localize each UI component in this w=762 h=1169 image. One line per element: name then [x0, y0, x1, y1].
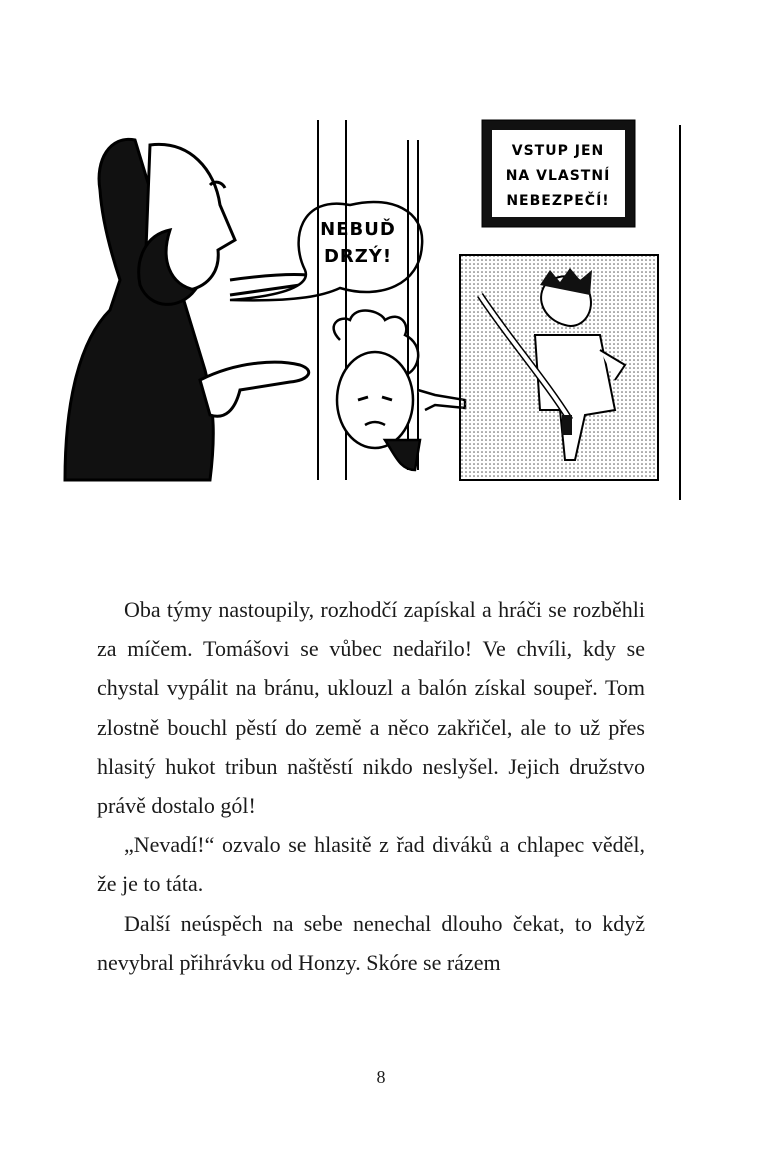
door-sign-line-1: VSTUP JEN [511, 143, 605, 159]
speech-bubble-line-1: NEBUĎ [320, 219, 396, 240]
body-text [97, 590, 645, 982]
speech-bubble-line-2: DRZÝ! [323, 246, 393, 267]
paragraph-1: Oba týmy nastoupily, rozhodčí zapískal a hráči se rozběhli za míčem. Tomášovi se vůbec nedařilo! Ve chvíli, kdy se chystal vypálit na bránu, uklouzl a balón získal soupeř. Tom zlostně bouchl pěstí do země a něco zakřičel, ale to už přes hlasitý hukot tribun naštěstí nikdo neslyšel. Jejich družstvo právě dostalo gól! [97, 597, 645, 819]
paragraph-2: „Nevadí!“ ozvalo se hlasitě z řad diváků a chlapec věděl, že je to táta. [97, 832, 645, 897]
bearded-man-figure [65, 139, 316, 480]
illustration [40, 110, 700, 510]
door-sign-line-3: NEBEZPEČÍ! [506, 193, 610, 209]
door-sign [482, 120, 635, 227]
ninja-poster [460, 255, 658, 480]
boy-figure [334, 311, 465, 470]
door-sign-line-2: NA VLASTNÍ [505, 168, 611, 184]
paragraph-3: Další neúspěch na sebe nenechal dlouho čekat, to když nevybral přihrávku od Honzy. Skóre se rázem [97, 910, 645, 975]
page-number: 8 [376, 1067, 386, 1087]
